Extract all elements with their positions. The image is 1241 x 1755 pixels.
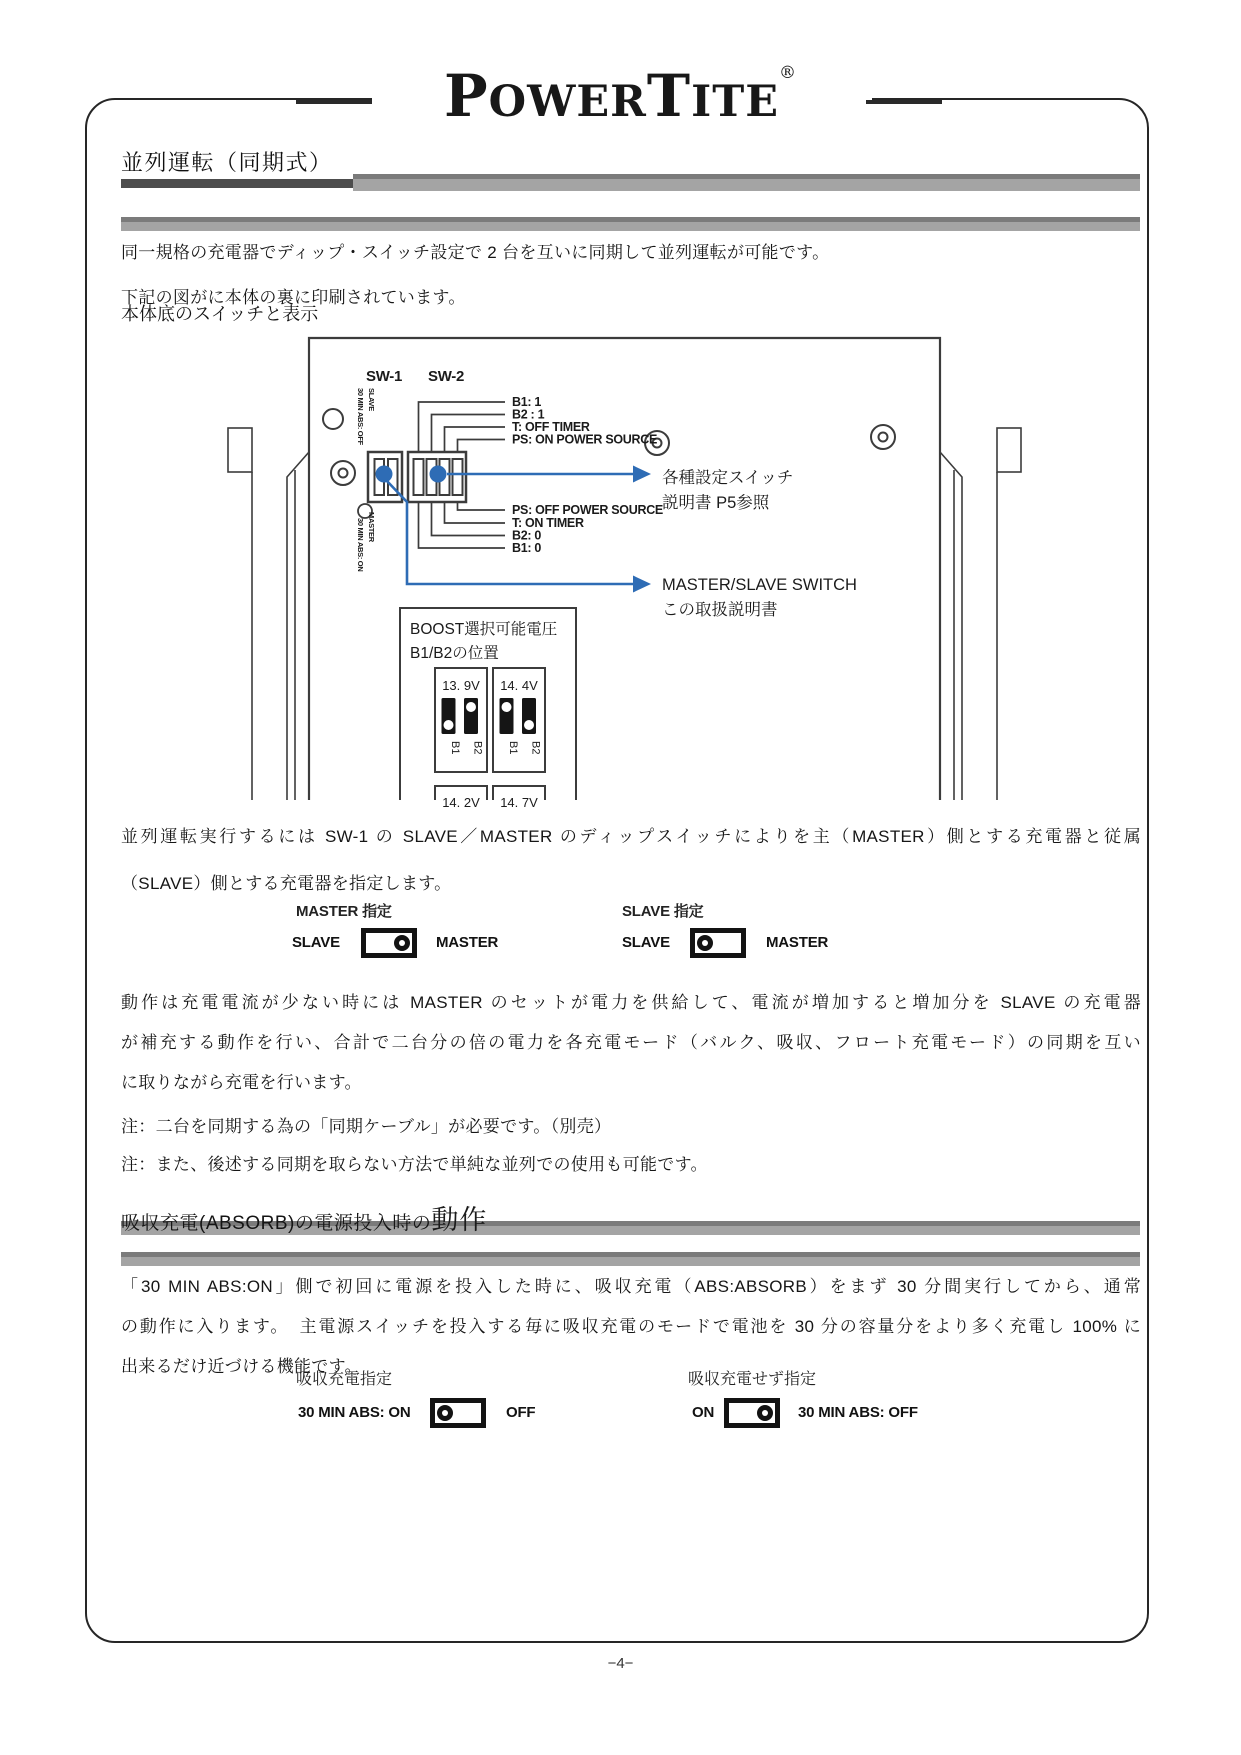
- callout-b1-on: B1: 1: [512, 395, 542, 409]
- boost-142v-label: 14. 2V: [442, 795, 480, 810]
- switch-knob: [757, 1405, 773, 1421]
- sw2-rocker: [414, 459, 424, 495]
- switch-knob: [697, 935, 713, 951]
- on-label: ON: [692, 1404, 715, 1421]
- b1-tag: B1: [449, 741, 461, 755]
- body2-line2: が補充する動作を行い、合計で二台分の倍の電力を各充電モード（バルク、吸収、フロート充電モード）の同期を互い: [121, 1033, 1141, 1052]
- body2-line3: に取りながら充電を行います。: [121, 1073, 362, 1092]
- callout-ps-off: PS: OFF POWER SOURCE: [512, 503, 663, 517]
- sw1-label: SW-1: [366, 368, 402, 385]
- callout-timer-off: T: OFF TIMER: [512, 420, 590, 434]
- callout-timer-on: T: ON TIMER: [512, 516, 584, 530]
- plate-right-fold: [940, 452, 962, 800]
- section1-title: 並列運転（同期式）: [121, 150, 333, 175]
- arrow2-label-line1: MASTER/SLAVE SWITCH: [662, 576, 857, 594]
- sw2-highlight-dot: [430, 466, 447, 483]
- rocker-knob: [466, 702, 476, 712]
- b2-tag: B2: [529, 741, 542, 755]
- sync-cable-note: 注：二台を同期する為の「同期ケーブル」が必要です。（別売）: [121, 1117, 612, 1136]
- figure-caption: 本体底のスイッチと表示: [121, 304, 319, 324]
- arrow1-label-line2: 説明書 P5参照: [662, 494, 770, 512]
- boost-144v-label: 14. 4V: [500, 678, 538, 693]
- sw1-up-position-label: SLAVE: [367, 388, 376, 411]
- page-number: −4−: [607, 1655, 634, 1672]
- section2-title-main: 吸収充電(ABSORB)の電源投入時の: [121, 1213, 432, 1234]
- abs-on-switch: [430, 1398, 486, 1428]
- boost-title-line2: B1/B2の位置: [410, 645, 499, 662]
- arrow2-head: [633, 576, 651, 593]
- screw-hole-center: [339, 469, 348, 478]
- simple-parallel-note: 注：また、後述する同期を取らない方法で単純な並列での使用も可能です。: [121, 1155, 708, 1174]
- plate-left-fold: [287, 452, 309, 800]
- slave-side-label: SLAVE: [292, 934, 340, 951]
- master-side-label: MASTER: [766, 934, 829, 951]
- abs-on-label: 30 MIN ABS: ON: [298, 1404, 411, 1421]
- sw1-highlight-dot: [376, 466, 393, 483]
- arrow2-label-line2: この取扱説明書: [662, 601, 778, 619]
- slave-designation-switch: [690, 928, 746, 958]
- section2-line1: 「30 MIN ABS:ON」側で初回に電源を投入した時に、吸収充電（ABS:ABSORB）をまず 30 分間実行してから、通常: [121, 1277, 1141, 1296]
- plate-outline: [309, 338, 940, 800]
- abs-off-switch: [724, 1398, 780, 1428]
- leader-line: [445, 502, 506, 523]
- body1-line1: 並列運転実行するには SW-1 の SLAVE／MASTER のディップスイッチによりを主（MASTER）側とする充電器と従属: [121, 827, 1141, 846]
- section2-line3: 出来るだけ近づける機能です。: [121, 1357, 362, 1376]
- sw1-down-position-label: MASTER: [367, 512, 376, 542]
- section1-title-underline: [121, 179, 353, 188]
- plate-right-tab: [997, 428, 1021, 472]
- screw-hole: [871, 425, 895, 449]
- boost-139v-block: [435, 668, 487, 772]
- abs-off-title: 吸収充電せず指定: [688, 1371, 817, 1388]
- boost-title-line1: BOOST選択可能電圧: [410, 621, 558, 638]
- arrow1-head: [633, 466, 651, 483]
- section2-line2: の動作に入ります。 主電源スイッチを投入する毎に吸収充電のモードで電池を 30 分の容量分をより多く充電し 100% に: [121, 1317, 1141, 1336]
- logo-letter: P: [444, 62, 489, 130]
- callout-ps-on: PS: ON POWER SOURCE: [512, 432, 658, 447]
- callout-b1-off: B1: 0: [512, 541, 542, 555]
- rocker-knob: [502, 702, 512, 712]
- master-designation-title: MASTER 指定: [296, 903, 392, 920]
- slave-designation-title: SLAVE 指定: [622, 903, 704, 920]
- logo-letters: ITE: [691, 77, 779, 127]
- intro-line1: 同一規格の充電器でディップ・スイッチ設定で 2 台を互いに同期して並列運転が可能です。: [121, 243, 830, 262]
- switch-knob: [437, 1405, 453, 1421]
- plate-left-tab: [228, 428, 252, 472]
- sw1-down-position-label2: 30 MIN ABS: ON: [356, 518, 365, 572]
- sw2-rocker: [453, 459, 463, 495]
- b1-tag: B1: [507, 741, 519, 755]
- screw-hole-center: [879, 433, 888, 442]
- switch-knob: [394, 935, 410, 951]
- b2-tag: B2: [471, 741, 484, 755]
- off-label: OFF: [506, 1404, 536, 1421]
- section2-divider-bar: [121, 1252, 1140, 1266]
- sw2-label: SW-2: [428, 368, 464, 385]
- callout-b2-off: B2: 0: [512, 528, 542, 543]
- section2-title-big: 動作: [431, 1205, 488, 1235]
- slave-side-label: SLAVE: [622, 934, 670, 951]
- boost-144v-block: [493, 668, 545, 772]
- logo-letter: T: [646, 62, 692, 130]
- body2-line1: 動作は充電電流が少ない時には MASTER のセットが電力を供給して、電流が増加すると増加分を SLAVE の充電器: [121, 993, 1141, 1012]
- screw-hole: [331, 461, 355, 485]
- section2-title: [121, 1198, 487, 1237]
- leader-line: [432, 415, 506, 453]
- arrow1-label-line1: 各種設定スイッチ: [662, 469, 794, 487]
- rocker-knob: [444, 720, 454, 730]
- section1-divider-bar: [121, 217, 1140, 231]
- intro-line2: 下記の図がに本体の裏に印刷されています。: [121, 288, 466, 307]
- sw2-dip-switch: [408, 452, 466, 502]
- boost-147v-label: 14. 7V: [500, 795, 538, 810]
- master-side-label: MASTER: [436, 934, 499, 951]
- abs-off-label: 30 MIN ABS: OFF: [798, 1404, 918, 1421]
- bottom-plate-diagram: [220, 330, 1030, 810]
- sw1-dip-switch: [368, 452, 402, 502]
- abs-on-title: 吸収充電指定: [296, 1371, 393, 1388]
- sw1-up-position-label2: 30 MIN ABS: OFF: [356, 388, 365, 445]
- master-designation-switch: [361, 928, 417, 958]
- registered-mark: ®: [778, 63, 797, 83]
- rocker-knob: [524, 720, 534, 730]
- logo-letters: OWER: [488, 77, 647, 127]
- powertite-logo: [0, 62, 1241, 130]
- leader-line: [432, 502, 506, 536]
- callout-b2-on: B2 : 1: [512, 407, 545, 422]
- body1-line2: （SLAVE）側とする充電器を指定します。: [121, 874, 452, 893]
- boost-139v-label: 13. 9V: [442, 678, 480, 693]
- leader-line: [458, 440, 506, 453]
- section1-title-bar: [353, 174, 1140, 191]
- screw-hole: [323, 409, 343, 429]
